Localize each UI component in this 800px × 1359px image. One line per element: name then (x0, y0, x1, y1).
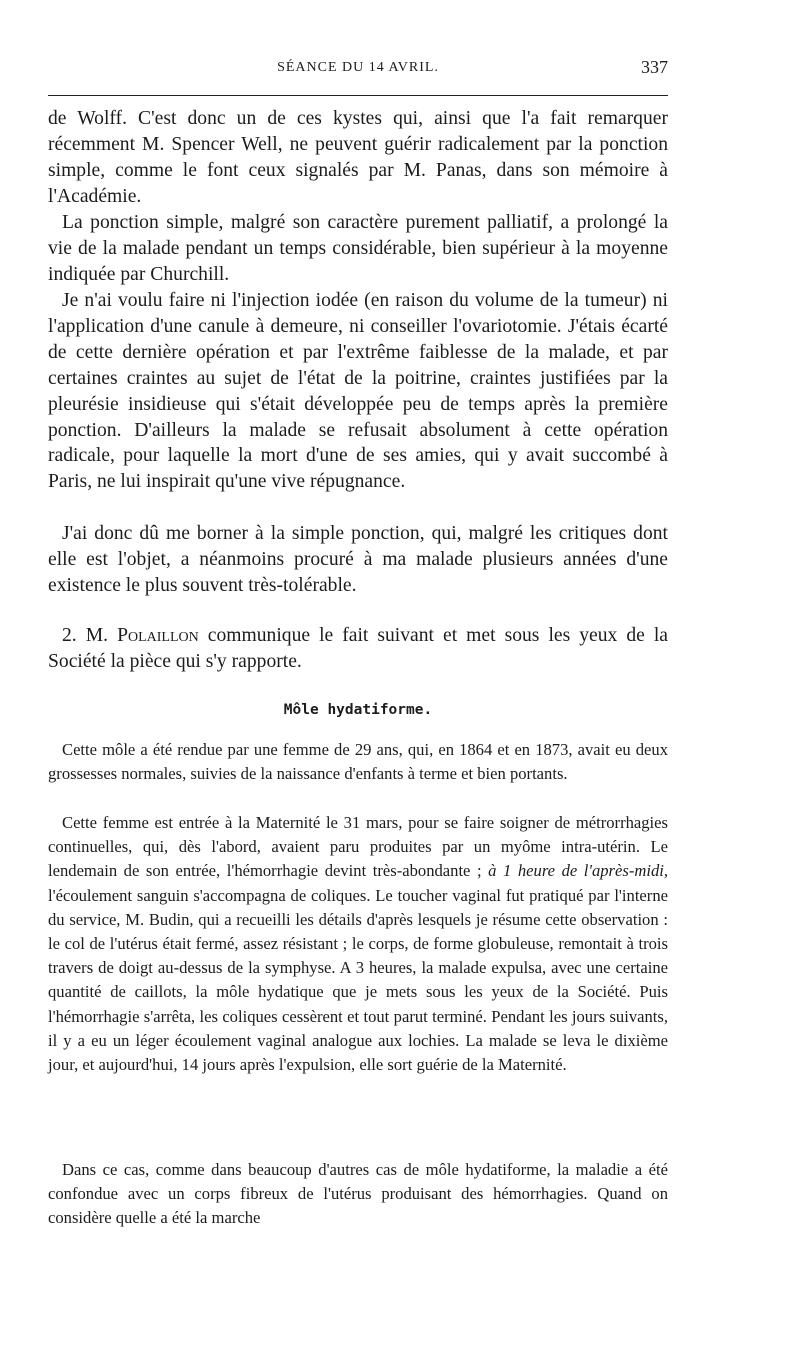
section-title: Môle hydatiforme. (283, 702, 433, 718)
paragraph-conclusion: J'ai donc dû me borner à la simple ponction, qui, malgré les critiques dont elle est l'objet, a néanmoins procuré à ma malade plusieurs années d'une existence le plus souvent très-tolérable. (48, 523, 668, 596)
paragraph-injection-iodee: Je n'ai voulu faire ni l'injection iodée (en raison du volume de la tumeur) ni l'application d'une canule à demeure, ni conseiller l'ovariotomie. J'étais écarté de cette dernière opération et par l'extrême faiblesse de la malade, et par certaines craintes au sujet de l'état de la poitrine, craintes justifiées par la pleurésie insidieuse qui s'était développée peu de temps après la première ponction. D'ailleurs la malade se refusait absolument à cette opération radicale, pour laquelle la mort d'une de ses amies, qui y avait succombé à Paris, ne lui inspirait qu'une vive répugnance. (48, 290, 668, 493)
paragraph-ponction-simple: La ponction simple, malgré son caractère purement palliatif, a prolongé la vie de la malade pendant un temps considérable, bien supérieur à la moyenne indiquée par Churchill. (48, 212, 668, 285)
author-name: Polaillon (117, 625, 199, 646)
paragraph-communication (48, 623, 668, 675)
observation-italic-time: à 1 heure de l'après-midi, (488, 861, 668, 881)
paragraph-mole-description: Cette môle a été rendue par une femme de 29 ans, qui, en 1864 et en 1873, avait eu deux grossesses normales, suivies de la naissance d'enfants à terme et bien portants. (48, 740, 668, 784)
observation-text-end: l'écoulement sanguin s'accompagna de coliques. Le toucher vaginal fut pratiqué par l'interne du service, M. Budin, qui a recueilli les détails d'après lesquels je résume cette observation : le col de l'utérus était fermé, assez résistant ; le corps, de forme globuleuse, remontait à trois travers de doigt au-dessus de la symphyse. A 3 heures, la malade expulsa, avec une certaine quantité de caillots, la môle hydatique que je mets sous les yeux de la Société. Puis l'hémorrhagie s'arrêta, les coliques cessèrent et tout parut terminé. Pendant les jours suivants, il y a eu un léger écoulement vaginal analogue aux lochies. La malade se leva le dixième jour, et aujourd'hui, 14 jours après l'expulsion, elle sort guérie de la Maternité. (48, 885, 668, 1075)
communication-prefix: 2. M. (62, 625, 118, 646)
communication-text: communique le fait suivant et met sous les yeux de la Société la pièce qui s'y rapporte. (48, 625, 668, 672)
paragraph-discussion: Dans ce cas, comme dans beaucoup d'autres cas de môle hydatiforme, la maladie a été confondue avec un corps fibreux de l'utérus produisant des hémorrhagies. Quand on considère quelle a été la marche (48, 1160, 668, 1228)
running-head-title: SÉANCE DU 14 AVRIL. (277, 60, 439, 75)
paragraph-wolff: de Wolff. C'est donc un de ces kystes qui, ainsi que l'a fait remarquer récemment M. Spencer Well, ne peuvent guérir radicalement par la ponction simple, comme le font ceux signalés par M. Panas, dans son mémoire à l'Académie. (48, 108, 668, 207)
page-number: 337 (641, 57, 668, 77)
header-rule (48, 95, 668, 96)
running-head (48, 57, 668, 84)
paragraph-observation (48, 811, 668, 1077)
observation-text-start: Cette femme est entrée à la Maternité le 31 mars, pour se faire soigner de métrorrhagies continuelles, qui, dès l'abord, avaient paru produites par un myôme intra-utérin. Le lendemain de son entrée, l'hémorrhagie devint très-abondante ; (48, 813, 668, 881)
